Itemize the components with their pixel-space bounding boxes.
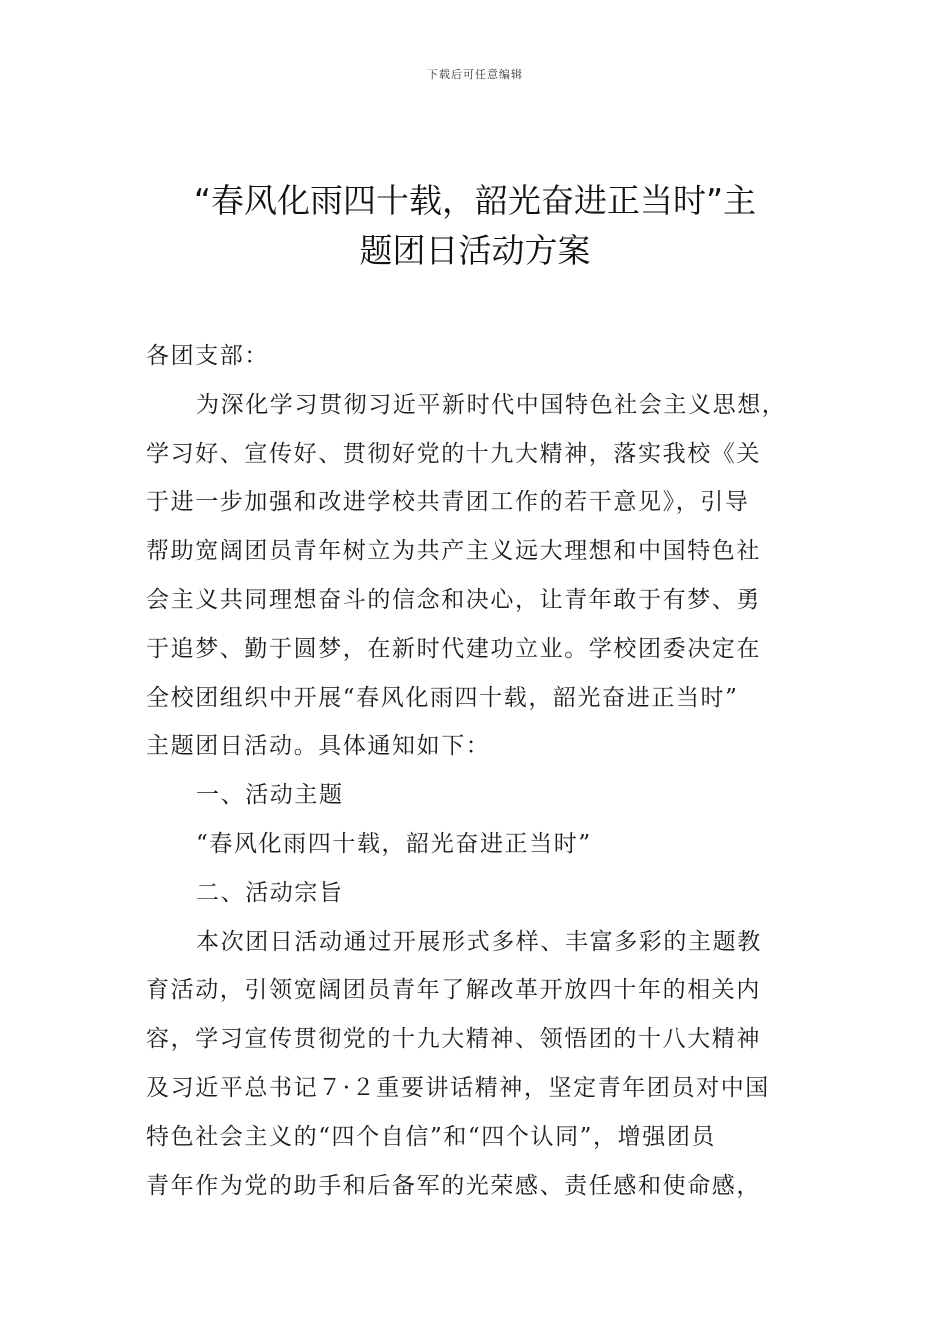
theme-line: “春风化雨四十载，韶光奋进正当时” [196, 830, 592, 857]
paragraph-line: 青年作为党的助手和后备军的光荣感、责任感和使命感， [146, 1172, 761, 1199]
paragraph-line: 为深化学习贯彻习近平新时代中国特色社会主义思想， [196, 391, 787, 418]
paragraph-line: 育活动，引领宽阔团员青年了解改革开放四十年的相关内 [146, 977, 761, 1004]
paragraph-line: 特色社会主义的“四个自信”和“四个认同”，增强团员 [146, 1123, 717, 1150]
paragraph-line: 于进一步加强和改进学校共青团工作的若干意见》，引导 [146, 489, 750, 516]
header-note: 下载后可任意编辑 [427, 68, 523, 81]
paragraph-line: 会主义共同理想奋斗的信念和决心，让青年敢于有梦、勇 [146, 586, 761, 613]
document-title [150, 176, 800, 276]
section-heading-2: 二、活动宗旨 [196, 879, 344, 906]
paragraph-line: 全校团组织中开展“春风化雨四十载，韶光奋进正当时” [146, 684, 739, 711]
paragraph-line: 容，学习宣传贯彻党的十九大精神、领悟团的十八大精神 [146, 1026, 761, 1053]
document-body [146, 332, 826, 1210]
section-heading-1: 一、活动主题 [196, 782, 344, 809]
title-line-1: “春风化雨四十载，韶光奋进正当时”主 [193, 181, 757, 220]
paragraph-line: 及习近平总书记７·２重要讲话精神，坚定青年团员对中国 [146, 1074, 770, 1101]
title-line-2: 题团日活动方案 [359, 231, 591, 270]
paragraph-line: 于追梦、勤于圆梦，在新时代建功立业。学校团委决定在 [146, 635, 761, 662]
paragraph-line: 帮助宽阔团员青年树立为共产主义远大理想和中国特色社 [146, 538, 761, 565]
salutation: 各团支部： [146, 343, 269, 369]
paragraph-line: 学习好、宣传好、贯彻好党的十九大精神，落实我校《关 [146, 440, 761, 467]
paragraph-line: 本次团日活动通过开展形式多样、丰富多彩的主题教 [196, 928, 762, 955]
paragraph-line: 主题团日活动。具体通知如下： [146, 733, 491, 760]
